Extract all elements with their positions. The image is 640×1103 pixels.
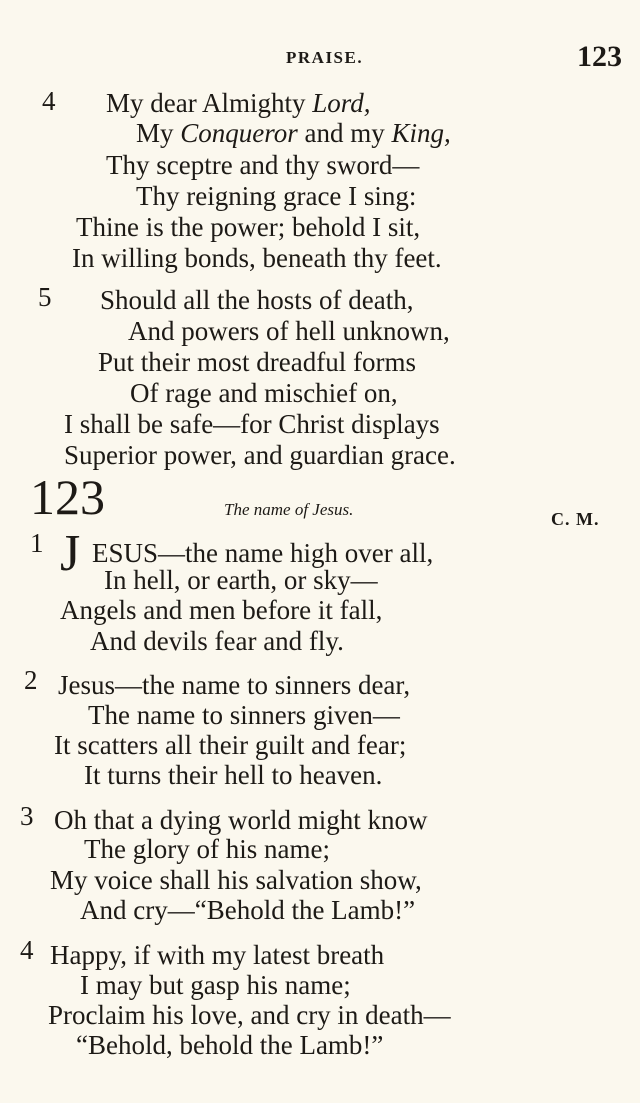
verse-line: Of rage and mischief on, bbox=[130, 378, 398, 408]
hymn-number: 123 bbox=[30, 469, 105, 525]
verse-line: Proclaim his love, and cry in death— bbox=[48, 1000, 451, 1030]
verse-line: It turns their hell to heaven. bbox=[84, 760, 383, 790]
verse-line: My Conqueror and my King, bbox=[136, 118, 451, 148]
hymn-meter: C. M. bbox=[551, 509, 600, 529]
verse-line: And devils fear and fly. bbox=[90, 626, 344, 656]
verse-line: It scatters all their guilt and fear; bbox=[54, 730, 407, 760]
verse-number: 2 bbox=[24, 665, 38, 695]
verse-number: 1 bbox=[30, 528, 44, 558]
verse-number: 4 bbox=[20, 935, 34, 965]
running-head: PRAISE. bbox=[286, 48, 364, 67]
verse-line: “Behold, behold the Lamb!” bbox=[76, 1030, 384, 1060]
verse-line: Superior power, and guardian grace. bbox=[64, 440, 456, 470]
verse-line: Thine is the power; behold I sit, bbox=[76, 212, 421, 242]
verse-line: My dear Almighty Lord, bbox=[106, 88, 371, 118]
verse-line: Oh that a dying world might know bbox=[54, 805, 428, 835]
verse-line: I may but gasp his name; bbox=[80, 970, 351, 1000]
verse-line: Happy, if with my latest breath bbox=[50, 940, 385, 970]
verse-line: I shall be safe—for Christ displays bbox=[64, 409, 440, 439]
verse-line: Should all the hosts of death, bbox=[100, 285, 414, 315]
drop-cap: J bbox=[60, 525, 81, 582]
verse-number: 4 bbox=[42, 86, 56, 116]
verse-line: The glory of his name; bbox=[84, 834, 330, 864]
verse-line: My voice shall his salvation show, bbox=[50, 865, 422, 895]
verse-line: Thy reigning grace I sing: bbox=[136, 181, 417, 211]
verse-line: ESUS—the name high over all, bbox=[92, 538, 434, 568]
verse-line: Angels and men before it fall, bbox=[60, 595, 383, 625]
verse-line: Jesus—the name to sinners dear, bbox=[58, 670, 411, 700]
verse-line: And cry—“Behold the Lamb!” bbox=[80, 895, 416, 925]
verse-number: 3 bbox=[20, 801, 34, 831]
hymn-title: The name of Jesus. bbox=[224, 500, 354, 519]
page-number: 123 bbox=[577, 40, 622, 73]
verse-line: In willing bonds, beneath thy feet. bbox=[72, 243, 442, 273]
verse-line: Thy sceptre and thy sword— bbox=[106, 150, 420, 180]
verse-line: Put their most dreadful forms bbox=[98, 347, 416, 377]
verse-line: The name to sinners given— bbox=[88, 700, 400, 730]
verse-number: 5 bbox=[38, 282, 52, 312]
verse-line: And powers of hell unknown, bbox=[128, 316, 450, 346]
verse-line: In hell, or earth, or sky— bbox=[104, 565, 378, 595]
